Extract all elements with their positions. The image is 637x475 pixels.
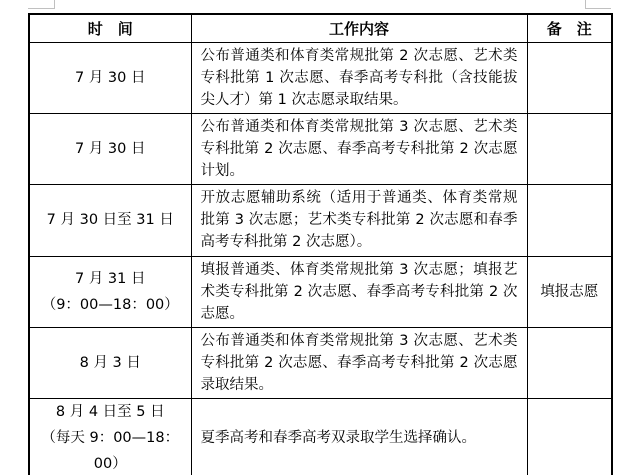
time-cell xyxy=(29,113,191,184)
cropped-gridline-top-left-vertical xyxy=(54,0,55,9)
note-cell: 填报志愿 xyxy=(527,256,612,327)
cropped-gridline-top-right-horizontal xyxy=(585,8,611,9)
content-cell: 夏季高考和春季高考双录取学生选择确认。 xyxy=(191,398,527,475)
note-cell xyxy=(527,184,612,256)
note-cell xyxy=(527,42,612,113)
time-cell xyxy=(29,42,191,113)
time-line: 7 月 30 日 xyxy=(74,69,146,86)
note-cell xyxy=(527,113,612,184)
table-row xyxy=(29,256,612,327)
content-cell: 填报普通类、体育类常规批第 3 次志愿；填报艺术类专科批第 2 次志愿、春季高考专科批第 2 次志愿。 xyxy=(191,256,527,327)
content-cell: 开放志愿辅助系统（适用于普通类、体育类常规批第 3 次志愿；艺术类专科批第 2 次志愿和春季高考专科批第 2 次志愿）。 xyxy=(191,184,527,256)
time-line: （9：00—18：00） xyxy=(41,296,179,313)
table-row xyxy=(29,184,612,256)
note-cell xyxy=(527,327,612,398)
header-content-label: 工作内容 xyxy=(191,14,527,42)
time-line: 7 月 30 日至 31 日 xyxy=(46,212,174,228)
time-line: （每天 9：00—18：00） xyxy=(41,429,180,472)
header-time-label: 时 间 xyxy=(29,14,191,42)
cropped-gridline-top-left-horizontal xyxy=(28,8,55,9)
time-cell xyxy=(29,184,191,256)
table-header-row xyxy=(29,14,612,42)
content-cell: 公布普通类和体育类常规批第 3 次志愿、艺术类专科批第 2 次志愿、春季高考专科批第 2 次志愿录取结果。 xyxy=(191,327,527,398)
note-cell xyxy=(527,398,612,475)
time-line: 8 月 4 日至 5 日 xyxy=(55,403,165,420)
time-cell xyxy=(29,327,191,398)
time-line: 7 月 31 日 xyxy=(74,270,146,287)
table-row xyxy=(29,398,612,475)
time-cell xyxy=(29,398,191,475)
table-row xyxy=(29,113,612,184)
content-cell: 公布普通类和体育类常规批第 3 次志愿、艺术类专科批第 2 次志愿、春季高考专科批第 2 次志愿计划。 xyxy=(191,113,527,184)
schedule-table xyxy=(28,13,613,475)
time-line: 7 月 30 日 xyxy=(74,140,146,157)
table-row xyxy=(29,42,612,113)
time-cell xyxy=(29,256,191,327)
table-row xyxy=(29,327,612,398)
header-note-label: 备 注 xyxy=(527,14,612,42)
content-cell: 公布普通类和体育类常规批第 2 次志愿、艺术类专科批第 1 次志愿、春季高考专科批（含技能拔尖人才）第 1 次志愿录取结果。 xyxy=(191,42,527,113)
time-line: 8 月 3 日 xyxy=(79,354,141,371)
